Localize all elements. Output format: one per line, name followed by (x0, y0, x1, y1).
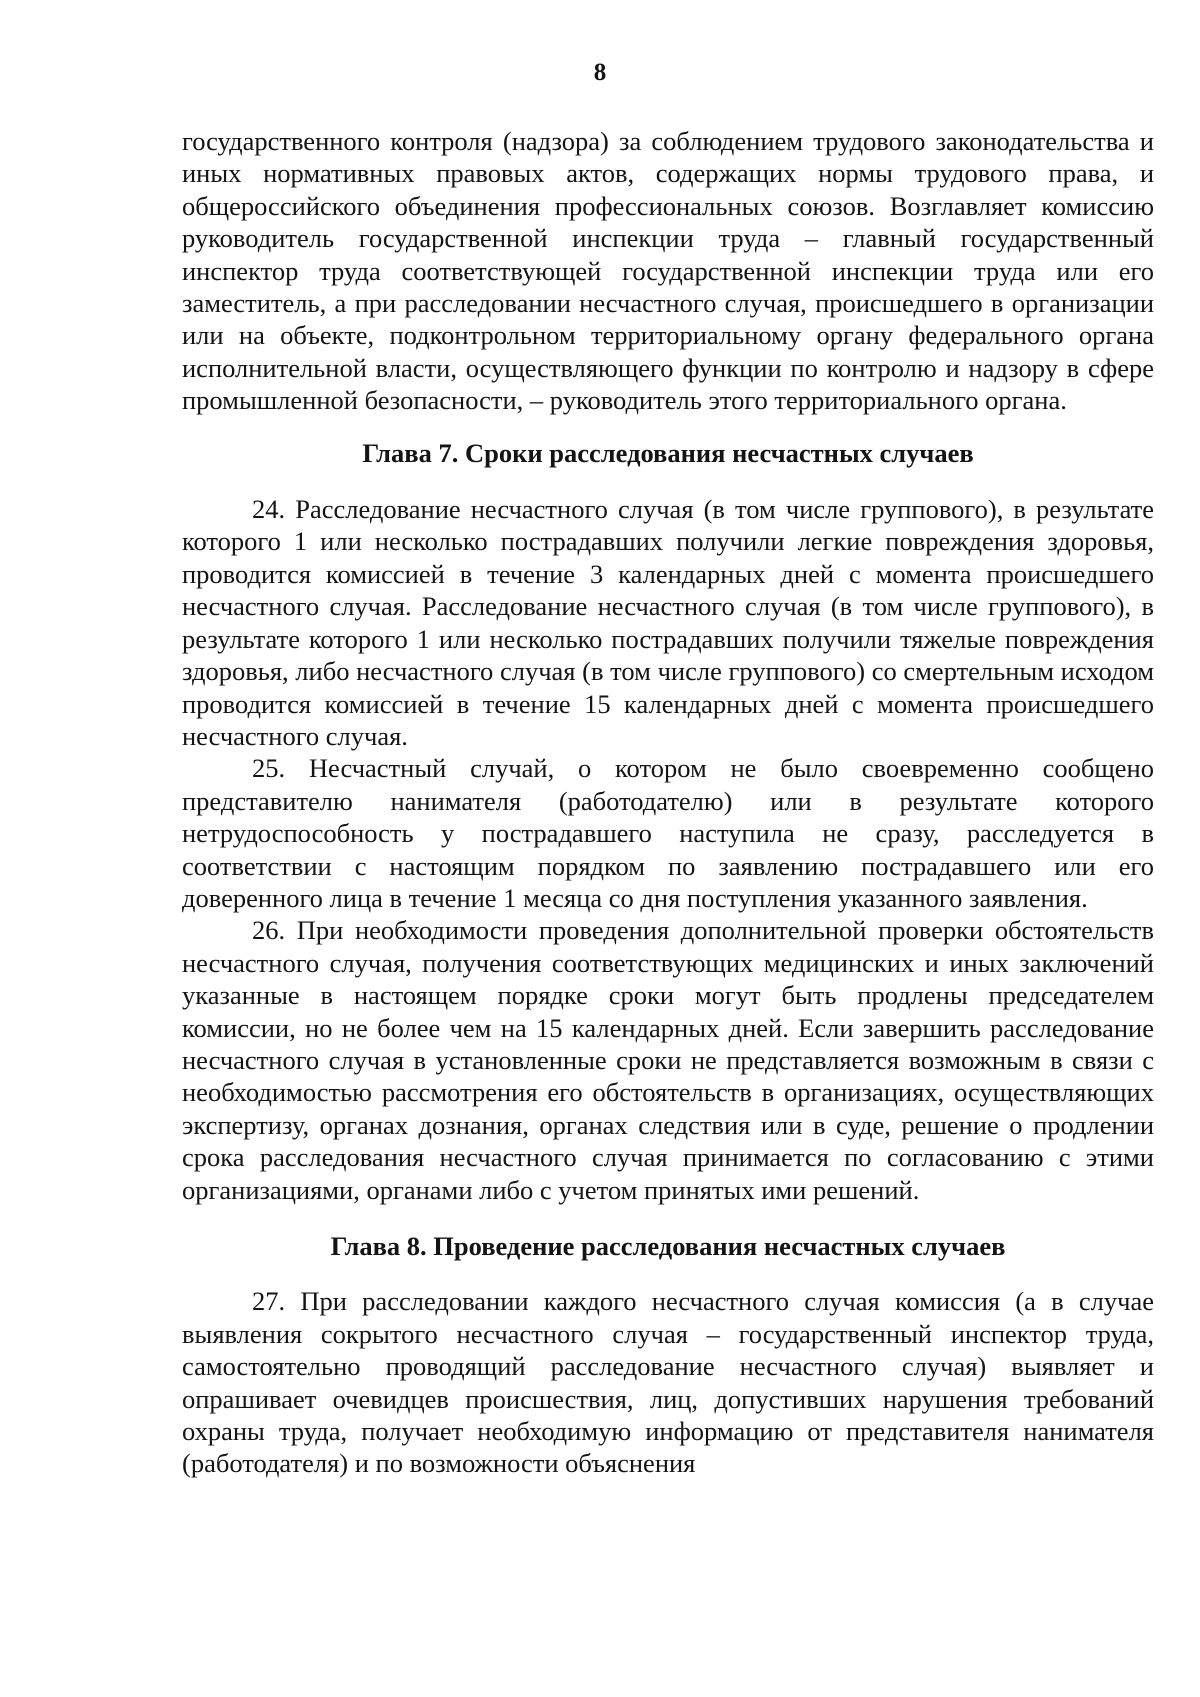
paragraph-24: 24. Расследование несчастного случая (в том числе группового), в результате которого 1 или несколько пострадавших получили легкие повреждения здоровья, проводится комиссией в течение 3 календарных дней с момента происшедшего несчастного случая. Расследование несчастного случая (в том числе группового), в результате которого 1 или несколько пострадавших получили тяжелые повреждения здоровья, либо несчастного случая (в том числе группового) со смертельным исходом проводится комиссией в течение 15 календарных дней с момента происшедшего несчастного случая. (182, 494, 1154, 751)
chapter-7-heading: Глава 7. Сроки расследования несчастных случаев (362, 437, 974, 468)
chapter-8-heading: Глава 8. Проведение расследования несчастных случаев (330, 1231, 1006, 1261)
paragraph-intro: государственного контроля (надзора) за соблюдением трудового законодательства и иных нормативных правовых актов, содержащих нормы трудового права, и общероссийского объединения профессиональных союзов. Возглавляет комиссию руководитель государственной инспекции труда – главный государственный инспектор труда соответствующей государственной инспекции труда или его заместитель, а при расследовании несчастного случая, происшедшего в организации или на объекте, подконтрольном территориальному органу федерального органа исполнительной власти, осуществляющего функции по контролю и надзору в сфере промышленной безопасности, – руководитель этого территориального органа. (182, 126, 1154, 416)
page-number: 8 (593, 59, 607, 86)
paragraph-26: 26. При необходимости проведения дополнительной проверки обстоятельств несчастного случая, получения соответствующих медицинских и иных заключений указанные в настоящем порядке сроки могут быть продлены председателем комиссии, но не более чем на 15 календарных дней. Если завершить расследование несчастного случая в установленные сроки не представляется возможным в связи с необходимостью рассмотрения его обстоятельств в организациях, осуществляющих экспертизу, органах дознания, органах следствия или в суде, решение о продлении срока расследования несчастного случая принимается по согласованию с этими организациями, органами либо с учетом принятых ими решений. (182, 915, 1154, 1205)
paragraph-27: 27. При расследовании каждого несчастного случая комиссия (а в случае выявления сокрытого несчастного случая – государственный инспектор труда, самостоятельно проводящий расследование несчастного случая) выявляет и опрашивает очевидцев происшествия, лиц, допустивших нарушения требований охраны труда, получает необходимую информацию от представителя нанимателя (работодателя) и по возможности объяснения (182, 1286, 1154, 1479)
document-body (182, 125, 1154, 1480)
paragraph-25: 25. Несчастный случай, о котором не было своевременно сообщено представителю нанимателя (работодателю) или в результате которого нетрудоспособность у пострадавшего наступила не сразу, расследуется в соответствии с настоящим порядком по заявлению пострадавшего или его доверенного лица в течение 1 месяца со дня поступления указанного заявления. (182, 753, 1154, 913)
